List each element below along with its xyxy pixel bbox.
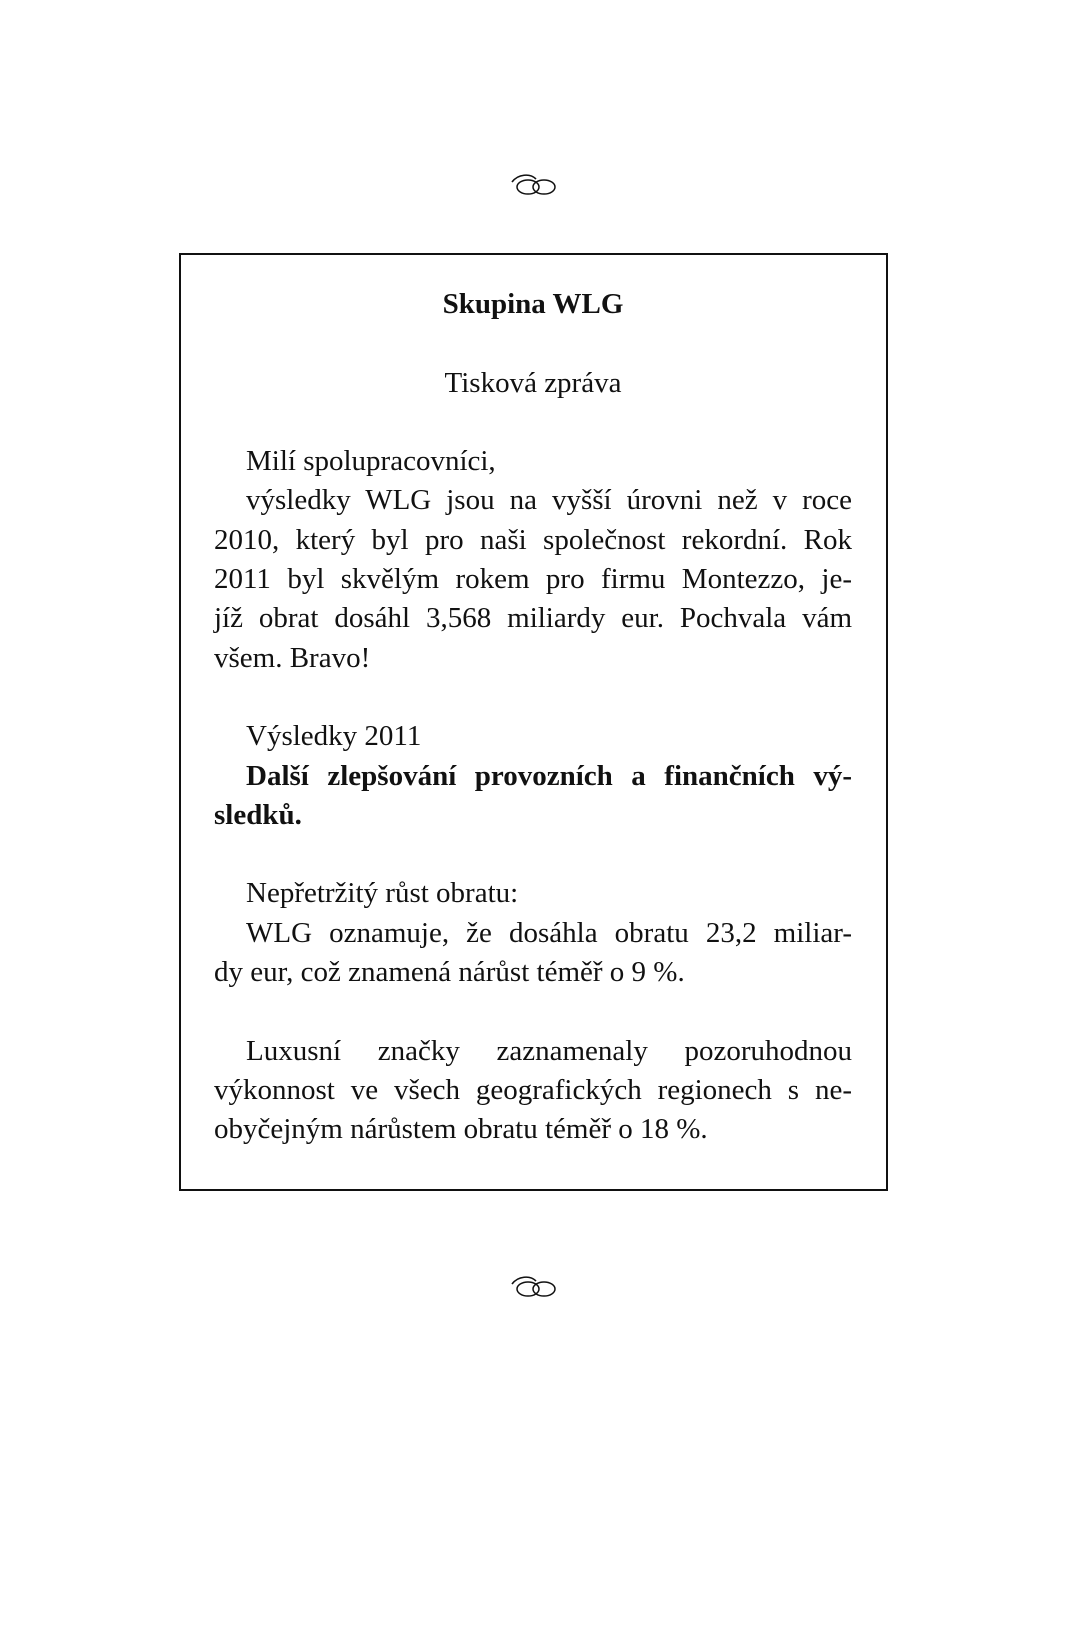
text-line: Luxusní značky zaznamenaly pozoruhodnou (246, 1034, 852, 1067)
greeting: Milí spolupracovníci, (246, 445, 496, 478)
text-line: 2010, který byl pro naši společnost rekordní. Rok (214, 523, 852, 556)
text-line: 2011 byl skvělým rokem pro firmu Montezzo, je- (214, 563, 852, 596)
text-line: výkonnost ve všech geografických regionech s ne- (214, 1073, 852, 1106)
ornament-top-icon (508, 170, 560, 200)
subtitle: Tisková zpráva (444, 366, 622, 399)
section-heading: Výsledky 2011 (246, 720, 422, 753)
text-line: všem. Bravo! (214, 641, 371, 674)
ornament-bottom-icon (508, 1272, 560, 1302)
text-line: WLG oznamuje, že dosáhla obratu 23,2 miliar- (246, 916, 852, 949)
text-line: dy eur, což znamená nárůst téměř o 9 %. (214, 956, 685, 989)
bold-line: sledků. (214, 798, 302, 831)
text-line: Nepřetržitý růst obratu: (246, 877, 519, 910)
bold-line: Další zlepšování provozních a finančních vý- (246, 759, 852, 792)
text-line: jíž obrat dosáhl 3,568 miliardy eur. Pochvala vám (214, 602, 852, 635)
press-release-text (214, 285, 852, 1150)
text-line: obyčejným nárůstem obratu téměř o 18 %. (214, 1113, 708, 1146)
title: Skupina WLG (442, 288, 624, 320)
text-line: výsledky WLG jsou na vyšší úrovni než v roce (246, 484, 852, 517)
